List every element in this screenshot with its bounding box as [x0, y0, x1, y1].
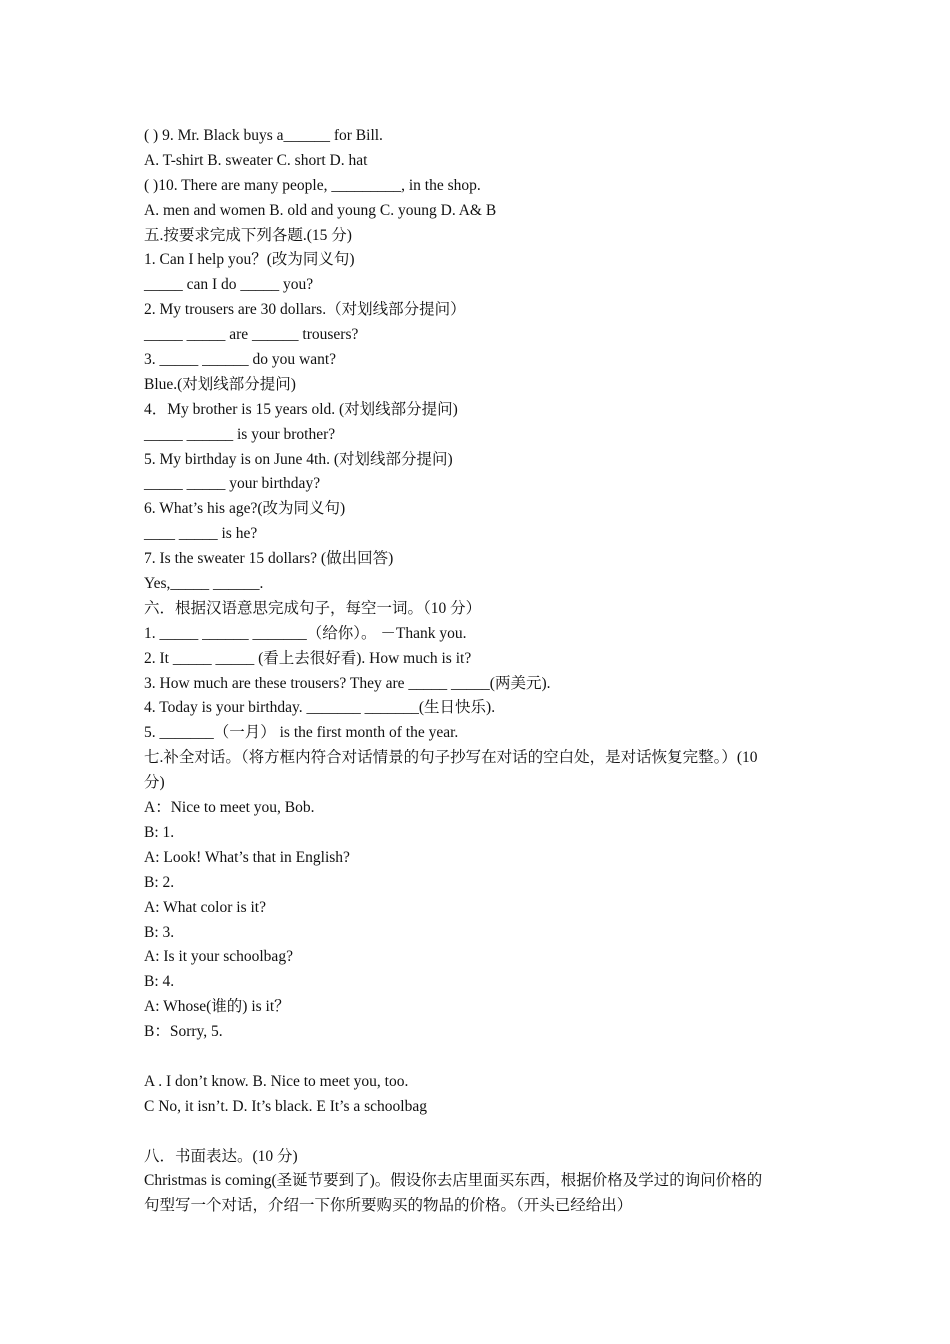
s6-item-3: 3. How much are these trousers? They are _____ _____(两美元). [144, 674, 551, 692]
question-10-options: A. men and women B. old and young C. young D. A& B [144, 201, 497, 219]
s6-item-2: 2. It _____ _____ (看上去很好看). How much is it? [144, 649, 472, 667]
section-7-heading: 七.补全对话。（将方框内符合对话情景的句子抄写在对话的空白处，是对话恢复完整。）(10 [144, 749, 758, 767]
s5-item-7-answer: Yes,_____ ______. [144, 575, 264, 593]
section-5-heading: 五.按要求完成下列各题.(15 分) [144, 226, 352, 244]
dialogue-line: A: Look! What’s that in English? [144, 848, 350, 866]
s5-item-4-answer: _____ ______ is your brother? [144, 425, 336, 443]
s6-item-1: 1. _____ ______ _______（给你）。 －Thank you. [144, 624, 467, 642]
question-9: ( ) 9. Mr. Black buys a______ for Bill. [144, 127, 383, 144]
s6-item-4: 4. Today is your birthday. _______ _______(生日快乐). [144, 699, 496, 717]
section-8-prompt-cont: 句型写一个对话，介绍一下你所要购买的物品的价格。（开头已经给出） [144, 1197, 633, 1215]
s6-item-5: 5. _______（一月） is the first month of the year. [144, 724, 459, 742]
spacer [144, 1120, 824, 1145]
s5-item-5-answer: _____ _____ your birthday? [144, 475, 321, 493]
question-10: ( )10. There are many people, _________, in the shop. [144, 176, 481, 194]
spacer [144, 1045, 824, 1070]
s5-item-2-answer: _____ _____ are ______ trousers? [144, 326, 359, 344]
s5-item-6-answer: ____ _____ is he? [144, 525, 258, 543]
question-9-options: A. T-shirt B. sweater C. short D. hat [144, 151, 368, 169]
s5-item-6: 6. What’s his age?(改为同义句) [144, 500, 346, 518]
dialogue-line: B: 2. [144, 873, 175, 891]
dialogue-line: A: Is it your schoolbag? [144, 948, 293, 966]
dialogue-line: A: Whose(谁的) is it？ [144, 998, 290, 1016]
options-line-2: C No, it isn’t. D. It’s black. E It’s a schoolbag [144, 1097, 427, 1115]
section-7-heading-cont: 分) [144, 774, 165, 792]
section-8-heading: 八．书面表达。(10 分) [144, 1147, 298, 1165]
s5-item-3-answer: Blue.(对划线部分提问) [144, 375, 296, 393]
dialogue-line: B: 1. [144, 823, 175, 841]
section-8-prompt: Christmas is coming(圣诞节要到了)。假设你去店里面买东西，根据价格及学过的询问价格的 [144, 1172, 763, 1190]
dialogue-line: B: 4. [144, 973, 175, 991]
s5-item-7: 7. Is the sweater 15 dollars? (做出回答) [144, 550, 394, 568]
dialogue-line: A: What color is it? [144, 898, 266, 916]
section-6-heading: 六．根据汉语意思完成句子，每空一词。（10 分） [144, 599, 482, 617]
document-page [144, 124, 824, 1219]
dialogue-line: A：Nice to meet you, Bob. [144, 799, 315, 817]
s5-item-1: 1. Can I help you？(改为同义句) [144, 251, 355, 269]
s5-item-1-answer: _____ can I do _____ you? [144, 276, 314, 294]
dialogue-line: B: 3. [144, 923, 175, 941]
dialogue-line: B：Sorry, 5. [144, 1023, 223, 1041]
s5-item-5: 5. My birthday is on June 4th. (对划线部分提问) [144, 450, 453, 468]
options-line-1: A . I don’t know. B. Nice to meet you, too. [144, 1072, 409, 1090]
s5-item-2: 2. My trousers are 30 dollars.（对划线部分提问） [144, 301, 466, 319]
s5-item-4: 4．My brother is 15 years old. (对划线部分提问) [144, 400, 458, 418]
s5-item-3: 3. _____ ______ do you want? [144, 351, 337, 369]
